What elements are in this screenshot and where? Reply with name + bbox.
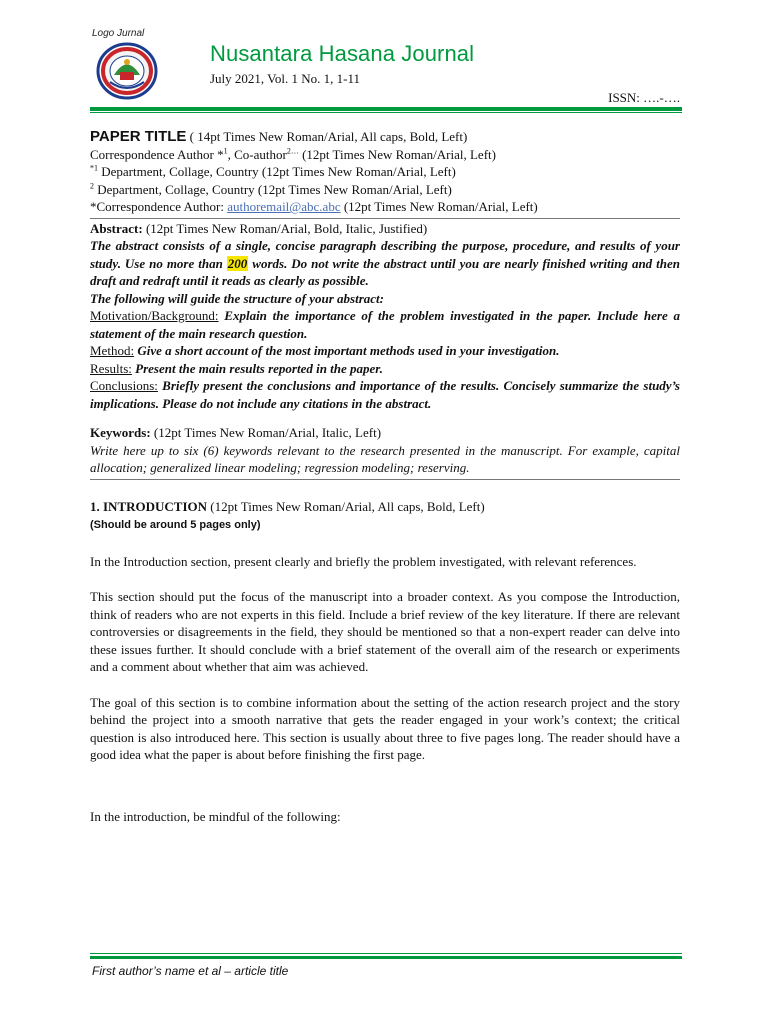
results-text: Present the main results reported in the paper.: [131, 360, 383, 376]
affiliation-1-sup: *1: [90, 163, 98, 173]
keywords-label-note: (12pt Times New Roman/Arial, Italic, Left): [150, 425, 382, 440]
abstract-results: [90, 360, 680, 378]
introduction-heading: [90, 498, 680, 516]
journal-title: Nusantara Hasana Journal: [210, 41, 475, 66]
keywords-heading: [90, 424, 680, 442]
introduction-title: 1. INTRODUCTION: [90, 498, 208, 514]
abstract-method: [90, 342, 680, 360]
intro-paragraph-3: The goal of this section is to combine information about the setting of the action research project and the story behind the project into a smooth narrative that gets the reader engaged in your work’s context; the critical question is also introduced here. This section is usually about three to five pages long. The reader should have a good idea what the paper is about before finishing the first page.: [90, 694, 680, 762]
abstract-top-divider: [90, 218, 680, 219]
affiliation-1: [90, 163, 680, 181]
abstract-heading: [90, 220, 680, 238]
abstract-text-a: The abstract consists of a single, concise paragraph describing the purpose, procedure, and results of your study. Use no more than: [90, 238, 680, 271]
affiliation-1-text: Department, Collage, Country (12pt Times New Roman/Arial, Left): [98, 164, 456, 179]
abstract-conclusions: [90, 377, 680, 412]
paper-title-line: [90, 128, 680, 146]
correspondence-line: [90, 198, 680, 216]
paper-content: [90, 128, 680, 825]
word-limit-highlight: 200: [227, 255, 248, 271]
intro-paragraph-1: In the Introduction section, present clearly and briefly the problem investigated, with relevant references.: [90, 553, 637, 569]
author-sup-1: 1: [223, 146, 228, 156]
introduction-title-note: (12pt Times New Roman/Arial, All caps, Bold, Left): [207, 498, 485, 514]
method-label: Method:: [90, 343, 135, 358]
results-label: Results:: [90, 360, 132, 376]
motivation-label: Motivation/Background:: [90, 308, 219, 323]
conclusions-text: Briefly present the conclusions and importance of the results. Concisely summarize the study’s implications. Please do not include any citations in the abstract.: [90, 378, 680, 411]
paper-title: PAPER TITLE: [90, 128, 187, 145]
journal-logo-icon: [96, 42, 158, 100]
abstract-paragraph: [90, 237, 680, 290]
intro-paragraph-2: This section should put the focus of the manuscript into a broader context. As you compose the Introduction, think of readers who are not experts in this field. Include a brief review of the key literature. If there are relevant controversies or disagreements in the field, they should be mentioned so that a non-expert reader can delve into these issues further. It should conclude with a brief statement of the overall aim of the research or experiments and a comment about whether that aim was achieved.: [90, 589, 680, 674]
journal-issue-info: July 2021, Vol. 1 No. 1, 1-11: [210, 71, 360, 86]
authors-note: (12pt Times New Roman/Arial, Left): [298, 146, 496, 162]
paper-title-note: ( 14pt Times New Roman/Arial, All caps, Bold, Left): [186, 129, 468, 144]
logo-caption: Logo Jurnal: [92, 28, 145, 39]
abstract-motivation: [90, 307, 680, 342]
affiliation-2: [90, 181, 680, 199]
keywords-text: Write here up to six (6) keywords relevant to the research presented in the manuscript. For example, capital allocation; generalized linear modeling; regression modeling; reserving.: [90, 442, 680, 475]
authors-line: [90, 146, 680, 164]
correspondence-email-link[interactable]: authoremail@abc.abc: [227, 199, 341, 214]
author-coauthor: , Co-author: [227, 146, 287, 162]
abstract-guide: The following will guide the structure of your abstract:: [90, 290, 384, 306]
author-sup-2: 2…: [286, 146, 299, 156]
correspondence-note: (12pt Times New Roman/Arial, Left): [340, 199, 538, 214]
header-divider: [90, 107, 682, 111]
affiliation-2-sup: 2: [90, 181, 94, 191]
motivation-text: Explain the importance of the problem investigated in the paper. Include here a statement of the main research question.: [90, 308, 680, 341]
intro-paragraph-4: In the introduction, be mindful of the following:: [90, 808, 341, 824]
correspondence-label: *Correspondence Author:: [90, 199, 228, 214]
abstract-label: Abstract:: [90, 220, 143, 236]
affiliation-2-text: Department, Collage, Country (12pt Times New Roman/Arial, Left): [94, 181, 452, 197]
method-text: Give a short account of the most important methods used in your investigation.: [134, 343, 560, 358]
abstract-text-b: words. Do not write the abstract until you are nearly finished writing and then draft and redraft until it reads as clearly as possible.: [90, 255, 680, 288]
running-footer: First author’s name et al – article title: [92, 964, 289, 978]
footer-divider: [90, 956, 682, 959]
issn: ISSN: ….-….: [608, 90, 680, 105]
keywords-label: Keywords:: [90, 425, 151, 440]
keywords-bottom-divider: [90, 479, 680, 480]
abstract-label-note: (12pt Times New Roman/Arial, Bold, Italic, Justified): [142, 220, 428, 236]
conclusions-label: Conclusions:: [90, 378, 158, 393]
introduction-length-note: (Should be around 5 pages only): [90, 519, 261, 531]
author-correspondence: Correspondence Author *: [90, 146, 224, 162]
